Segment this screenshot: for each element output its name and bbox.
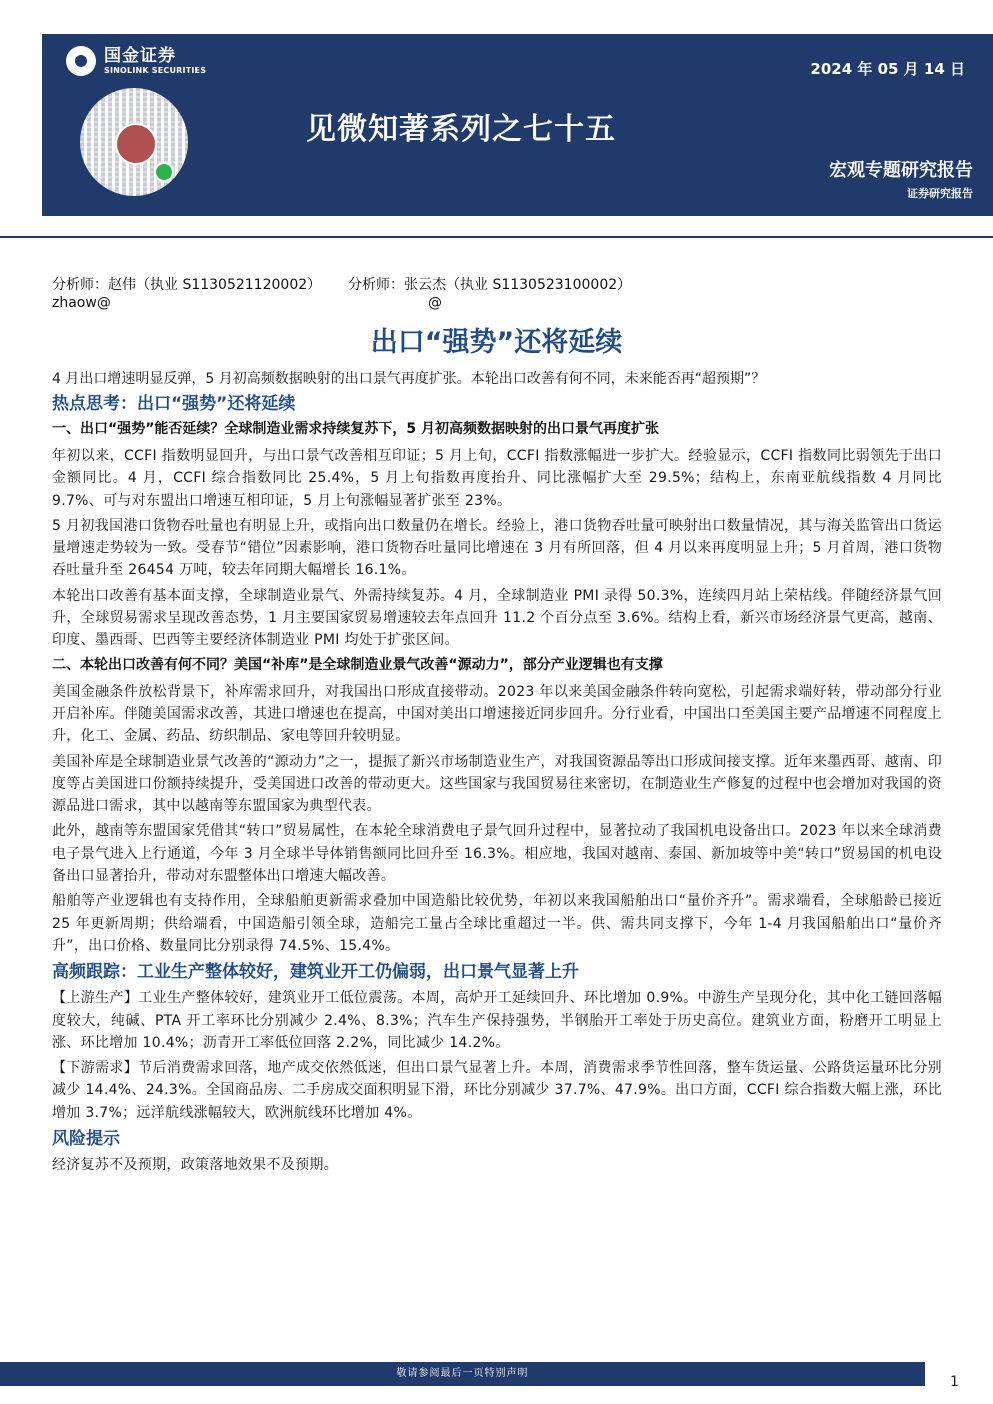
logo-en-text: SINOLINK SECURITIES [104, 66, 207, 75]
analyst-block [52, 276, 631, 312]
intro-paragraph: 4 月出口增速明显反弹，5 月初高频数据映射的出口景气再度扩张。本轮出口改善有何不同，未来能否再“超预期”？ [52, 371, 766, 387]
report-date: 2024 年 05 月 14 日 [810, 60, 965, 78]
paragraph: 【上游生产】工业生产整体较好，建筑业开工低位震荡。本周，高炉开工延续回升、环比增加 0.9%。中游生产呈现分化，其中化工链回落幅度较大，纯碱、PTA 开工率环比分别减少 2.4%、8.3%；汽车生产保持强势，半钢胎开工率处于历史高位。建筑业方面，粉磨开工明显上涨、环比增加 10.4%；沥青开工率低位回落 2.2%，同比减少 14.2%。 [52, 990, 942, 1051]
qr-code-icon [80, 88, 188, 196]
analyst-1-email[interactable]: zhaow@ [52, 295, 111, 311]
analyst-2: 分析师：张云杰（执业 S1130523100002） [348, 277, 632, 293]
paragraph: 美国金融条件放松背景下，补库需求回升，对我国出口形成直接带动。2023 年以来美国金融条件转向宽松，引起需求端好转，带动部分行业开启补库。伴随美国需求改善，其进口增速也在提高，中国对美出口增速接近同步回升。分行业看，中国出口至美国主要产品增速不同程度上升，化工、金属、药品、纺织制品、家电等回升较明显。 [52, 683, 942, 745]
section-heading-high-frequency: 高频跟踪：工业生产整体较好，建筑业开工仍偏弱，出口景气显著上升 [52, 962, 579, 983]
paragraph: 年初以来，CCFI 指数明显回升，与出口景气改善相互印证；5 月上旬，CCFI 指数涨幅进一步扩大。经验显示，CCFI 指数同比弱领先于出口金额同比。4 月，CCFI 综合指数同比 25.4%，5 月上旬指数再度抬升、同比涨幅扩大至 29.5%；结构上，东南亚航线指数 4 月同比 9.7%、可与对东盟出口增速互相印证，5 月上旬涨幅显著扩张至 23%。 [52, 448, 942, 509]
series-title: 见微知著系列之七十五 [306, 112, 616, 147]
analyst-1: 分析师：赵伟（执业 S1130521120002） [52, 277, 322, 293]
subsection-heading-1: 一、出口“强势”能否延续？全球制造业需求持续复苏下，5 月初高频数据映射的出口景气再度扩张 [52, 421, 660, 437]
header-divider [0, 236, 993, 238]
subsection-heading-2: 二、本轮出口改善有何不同？美国“补库”是全球制造业景气改善“源动力”，部分产业逻辑也有支撑 [52, 656, 663, 673]
analyst-2-email[interactable]: @ [428, 295, 442, 311]
paragraph: 经济复苏不及预期，政策落地效果不及预期。 [52, 1157, 338, 1174]
paragraph: 本轮出口改善有基本面支撑，全球制造业景气、外需持续复苏。4 月，全球制造业 PMI 录得 50.3%，连续四月站上荣枯线。伴随经济景气回升，全球贸易需求呈现改善态势，1 月主要国家贸易增速较去年点回升 11.2 个百分点至 3.6%。结构上看，新兴市场经济景气更高，越南、印度、墨西哥、巴西等主要经济体制造业 PMI 均处于扩张区间。 [52, 587, 942, 649]
logo-mark-icon [66, 46, 96, 76]
company-logo [66, 46, 206, 76]
paragraph: 美国补库是全球制造业景气改善的“源动力”之一，提振了新兴市场制造业生产，对我国资源品等出口形成间接支撑。近年来墨西哥、越南、印度等占美国进口份额持续提升，受美国进口改善的带动更大。这些国家与我国贸易往来密切，在制造业生产修复的过程中也会增加对我国的资源品进口需求，其中以越南等东盟国家为典型代表。 [52, 753, 942, 815]
footer-disclaimer: 敬请参阅最后一页特别声明 [396, 1368, 529, 1379]
section-heading-hot-topic: 热点思考：出口“强势”还将延续 [52, 394, 296, 414]
report-body [52, 368, 942, 1179]
section-heading-risk: 风险提示 [52, 1129, 120, 1150]
footer-bar [0, 1362, 925, 1386]
paragraph: 【下游需求】节后消费需求回落，地产成交依然低迷，但出口景气显著上升。本周，消费需求季节性回落，整车货运量、公路货运量环比分别减少 14.4%、24.3%。全国商品房、二手房成交面积明显下滑，环比分别减少 37.7%、47.9%。出口方面，CCFI 综合指数大幅上涨，环比增加 3.7%；远洋航线涨幅较大，欧洲航线环比增加 4%。 [52, 1060, 942, 1121]
report-title: 出口“强势”还将延续 [370, 327, 623, 358]
report-type: 宏观专题研究报告 [829, 160, 973, 181]
paragraph: 此外，越南等东盟国家凭借其“转口”贸易属性，在本轮全球消费电子景气回升过程中，显著拉动了我国机电设备出口。2023 年以来全球消费电子景气进入上行通道，今年 3 月全球半导体销售额同比回升至 16.3%。相应地，我国对越南、泰国、新加坡等中美“转口”贸易国的机电设备出口显著抬升，带动对东盟整体出口增速大幅改善。 [52, 823, 942, 885]
logo-cn-text: 国金证券 [104, 46, 176, 66]
page-number: 1 [950, 1374, 959, 1390]
report-subtype: 证券研究报告 [907, 187, 973, 200]
paragraph: 5 月初我国港口货物吞吐量也有明显上升，或指向出口数量仍在增长。经验上，港口货物吞吐量可映射出口数量情况，其与海关监管出口货运量增速走势较为一致。受春节“错位”因素影响，港口货物吞吐量同比增速在 3 月有所回落，但 4 月以来再度明显上升；5 月首周，港口货物吞吐量升至 26454 万吨，较去年同期大幅增长 16.1%。 [52, 517, 942, 579]
paragraph: 船舶等产业逻辑也有支持作用，全球船舶更新需求叠加中国造船比较优势，年初以来我国船舶出口“量价齐升”。需求端看，全球船龄已接近 25 年更新周期；供给端看，中国造船引领全球，造船完工量占全球比重超过一半。供、需共同支撑下，今年 1-4 月我国船舶出口“量价齐升”，出口价格、数量同比分别录得 74.5%、15.4%。 [52, 893, 942, 954]
qr-center-logo [115, 123, 157, 165]
mini-program-badge-icon [154, 162, 174, 182]
